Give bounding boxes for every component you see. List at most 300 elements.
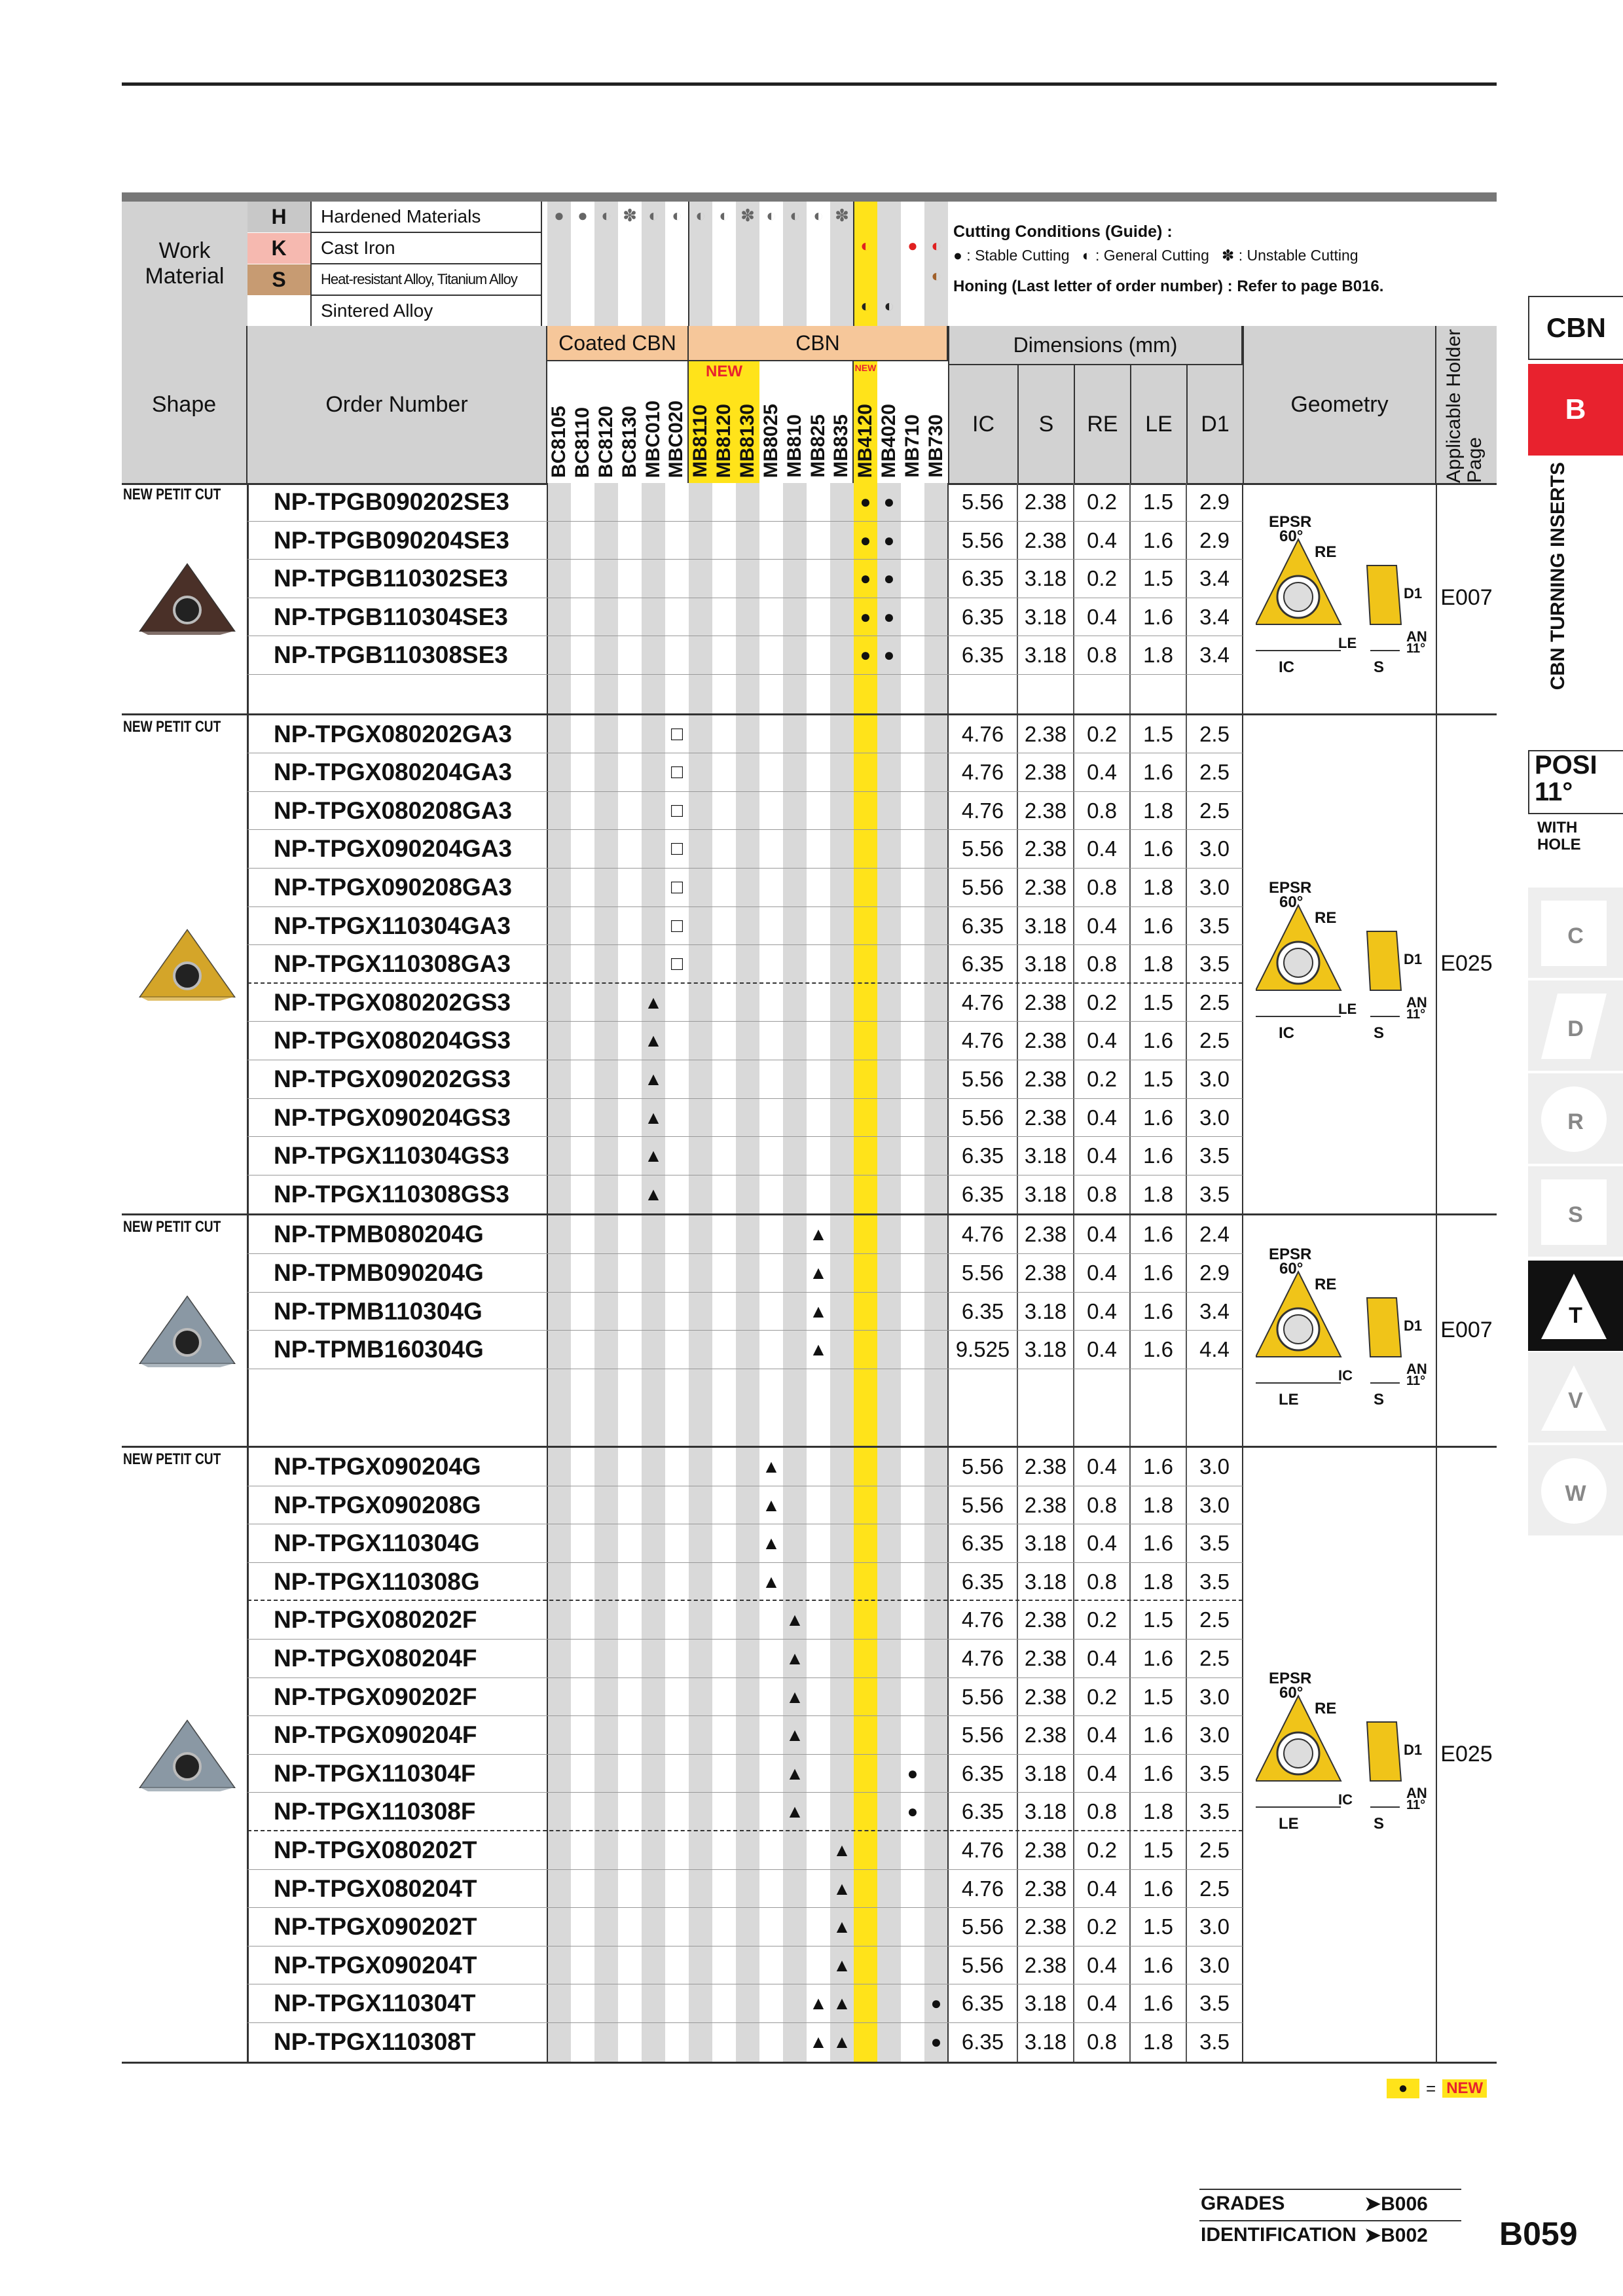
section [122,1448,1497,2064]
dim-value: 5.56 [961,528,1004,552]
dim-value: 0.8 [1087,874,1117,899]
suitability-mark: ◐ [860,296,871,315]
grade-header [594,361,618,483]
dim-value: 0.4 [1087,1454,1117,1479]
dim-value: 0.2 [1087,990,1117,1014]
dim-value: 6.35 [961,913,1004,938]
order-number[interactable]: NP-TPMB080204G [274,1221,484,1248]
dim-value: 2.4 [1199,1222,1230,1247]
footer-grades-link[interactable]: ➤B006 [1364,2193,1428,2215]
dim-value: 2.38 [1024,1952,1067,1977]
order-number[interactable]: NP-TPGX080202F [274,1606,477,1634]
holder-page-link[interactable]: E007 [1440,584,1493,610]
dim-value: 2.38 [1024,721,1067,746]
dim-value: 3.0 [1199,1684,1230,1709]
grade-mark: ▲ [786,1725,804,1746]
grade-mark: ▲ [833,1993,851,2014]
order-number[interactable]: NP-TPGX080202GA3 [274,720,513,747]
dim-value: 0.4 [1087,1028,1117,1053]
grade-mark: ● [883,568,895,589]
dim-value: 2.5 [1199,721,1230,746]
order-number[interactable]: NP-TPGX110304GA3 [274,912,511,939]
grade-mark: ▲ [762,1571,780,1592]
wm-name-sintered: Sintered Alloy [321,300,433,321]
dim-value: 0.4 [1087,1337,1117,1362]
dim-value: 2.38 [1024,1028,1067,1053]
dim-value: 0.8 [1087,1492,1117,1517]
dim-value: 3.18 [1024,2030,1067,2054]
dim-value: 3.5 [1199,952,1230,977]
footer-identification-label[interactable]: IDENTIFICATION [1201,2224,1357,2246]
geometry-label: IC [1279,1024,1294,1043]
wm-name-heat: Heat-resistant Alloy, Titanium Alloy [312,264,541,296]
legend-honing: Honing (Last letter of order number) : Refer to page B016. [953,278,1384,295]
order-number[interactable]: NP-TPGB090202SE3 [274,488,509,515]
dim-value: 0.2 [1087,1066,1117,1091]
dim-value: 0.4 [1087,1222,1117,1247]
dim-value: 0.4 [1087,1723,1117,1748]
footer-rule-2 [1199,2220,1461,2221]
order-number[interactable]: NP-TPGX110308G [274,1568,480,1595]
grade-mark: ▲ [644,1145,663,1166]
geometry-label: LE [1338,1001,1357,1018]
dim-value: 0.8 [1087,2030,1117,2054]
grade-name: MBC020 [665,400,687,478]
geometry-label: S [1374,1391,1385,1409]
footer-identification-link[interactable]: ➤B002 [1364,2225,1428,2246]
dim-value: 2.38 [1024,1260,1067,1285]
dim-value: 0.4 [1087,1761,1117,1785]
grade-mark: ▲ [833,1840,851,1860]
dim-value: 0.4 [1087,1531,1117,1556]
wm-code-s: S [247,264,310,295]
geometry-label: S [1374,658,1385,676]
dim-value: 6.35 [961,643,1004,668]
geometry-label: 11° [1406,1007,1426,1022]
legend-title: Cutting Conditions (Guide) : [953,223,1173,241]
order-number[interactable]: NP-TPGX110304G [274,1530,480,1557]
dim-value: 5.56 [961,1260,1004,1285]
geometry-label: RE [1315,909,1337,927]
dim-value: 1.5 [1143,1607,1173,1632]
dim-value: 2.38 [1024,1838,1067,1862]
dim-value: 3.0 [1199,1066,1230,1091]
dim-value: 1.6 [1143,1028,1173,1053]
order-number[interactable]: NP-TPGX090204GS3 [274,1103,511,1131]
order-number[interactable]: NP-TPMB160304G [274,1336,484,1363]
grade-mark: ▲ [644,1107,663,1128]
dim-value: 2.38 [1024,836,1067,861]
dim-value: 1.6 [1143,1876,1173,1901]
header-coated-cbn: Coated CBN [547,326,689,361]
grade-mark: ▲ [809,1993,828,2014]
grade-mark: ▲ [833,1954,851,1975]
insert-image [135,559,240,637]
dim-value: 4.76 [961,721,1004,746]
dim-value: 2.9 [1199,1260,1230,1285]
dim-value: 2.38 [1024,1646,1067,1670]
dim-value: 2.38 [1024,490,1067,514]
dim-value: 0.4 [1087,1876,1117,1901]
shape-label: NEW PETIT CUT [123,1218,221,1236]
dim-value: 1.5 [1143,566,1173,591]
dim-value: 2.5 [1199,1607,1230,1632]
suitability-mark: ◐ [884,296,894,315]
order-number[interactable]: NP-TPMB090204G [274,1259,484,1286]
order-number[interactable]: NP-TPGX110308T [274,2028,476,2055]
tab-shape-R[interactable] [1528,1073,1623,1164]
geometry-label: IC [1338,1367,1353,1384]
dim-value: 6.35 [961,1991,1004,2016]
insert-image [135,1715,240,1794]
order-number[interactable]: NP-TPGX080208GA3 [274,797,513,824]
grade-name: MB810 [784,414,805,478]
dim-value: 1.5 [1143,1684,1173,1709]
header-dimensions: Dimensions (mm) [948,326,1243,365]
dim-value: 2.38 [1024,1684,1067,1709]
dim-value: 5.56 [961,490,1004,514]
dim-value: 5.56 [961,1684,1004,1709]
dim-value: 0.4 [1087,604,1117,629]
geometry-label: LE [1279,1814,1299,1833]
dim-value: 1.5 [1143,1066,1173,1091]
order-number[interactable]: NP-TPGX090204T [274,1951,477,1979]
tab-b-label: B [1565,393,1586,425]
new-legend-text: NEW [1442,2079,1487,2098]
suitability-mark: ◐ [766,206,776,225]
order-number[interactable]: NP-TPGX110304GS3 [274,1142,509,1170]
dim-value: 1.5 [1143,1838,1173,1862]
dim-value: 3.5 [1199,913,1230,938]
footer-rule-1 [1199,2189,1461,2190]
table-header [122,326,1497,485]
tab-shape-V[interactable] [1528,1352,1623,1443]
dim-value: 2.9 [1199,490,1230,514]
dim-value: 3.18 [1024,1143,1067,1168]
grade-mark: ● [860,606,871,627]
dim-value: 3.5 [1199,1531,1230,1556]
legend-unstable: ✽ : Unstable Cutting [1222,247,1359,264]
geometry-label: IC [1338,1791,1353,1808]
dim-value: 0.4 [1087,836,1117,861]
header-dim-3: LE [1130,365,1186,483]
dim-value: 0.2 [1087,1684,1117,1709]
dim-value: 2.5 [1199,1876,1230,1901]
order-number[interactable]: NP-TPGX090208GA3 [274,873,513,901]
dim-value: 2.38 [1024,798,1067,823]
dim-value: 3.18 [1024,566,1067,591]
tab-cbn-label: CBN [1546,312,1606,343]
grade-separator [688,202,689,326]
grade-col-bg [901,202,924,326]
dim-value: 0.2 [1087,1607,1117,1632]
tab-with-hole-label: WITH HOLE [1537,819,1581,853]
suitability-mark: ● [554,206,564,225]
footer-grades-page: B006 [1381,2193,1428,2215]
order-number[interactable]: NP-TPGX110308GS3 [274,1180,509,1208]
geometry-label: D1 [1404,1741,1423,1758]
tab-with-hole[interactable] [1528,819,1623,872]
dim-value: 2.38 [1024,990,1067,1014]
legend-stable: ● : Stable Cutting [953,247,1070,264]
order-number[interactable]: NP-TPGB090204SE3 [274,526,509,554]
grade-mark: ▲ [786,1801,804,1822]
dim-value: 2.9 [1199,528,1230,552]
dim-value: 3.0 [1199,1454,1230,1479]
tab-shape-C[interactable] [1528,888,1623,978]
grade-header [759,361,783,483]
order-number[interactable]: NP-TPGX110304F [274,1759,476,1787]
dim-value: 2.5 [1199,798,1230,823]
dim-value: 1.8 [1143,1799,1173,1824]
grade-name: MB710 [902,414,923,478]
geometry-label: S [1374,1814,1385,1833]
dim-value: 9.525 [955,1337,1010,1362]
dim-value: 2.5 [1199,1028,1230,1053]
grade-mark: ▲ [644,1030,663,1051]
order-number[interactable]: NP-TPGX090204G [274,1453,481,1480]
legend-items [953,247,1497,264]
order-number[interactable]: NP-TPMB110304G [274,1297,483,1325]
header-order-number: Order Number [247,326,547,483]
dim-value: 6.35 [961,1299,1004,1323]
tab-b[interactable] [1528,364,1623,456]
shape-label: NEW PETIT CUT [123,486,221,503]
wm-code-h: H [247,202,310,233]
grade-mark: ● [907,1801,919,1822]
dim-value: 1.6 [1143,1143,1173,1168]
dim-value: 0.8 [1087,643,1117,668]
wm-code-k: K [247,233,310,264]
tab-posi[interactable] [1528,750,1623,814]
suitability-mark: ◐ [931,266,941,285]
order-number[interactable]: NP-TPGX110304T [274,1990,476,2017]
order-number[interactable]: NP-TPGX080204GS3 [274,1027,511,1054]
dim-value: 1.6 [1143,1105,1173,1130]
suitability-mark: ✽ [835,206,849,225]
geometry-label: AN [1406,628,1427,645]
dim-value: 6.35 [961,1181,1004,1206]
insert-image [135,925,240,1003]
grade-mark: ● [883,529,895,550]
order-number[interactable]: NP-TPGX090202T [274,1913,477,1941]
dim-value: 6.35 [961,1761,1004,1785]
geometry-label: EPSR [1269,1246,1312,1264]
order-number[interactable]: NP-TPGX090202GS3 [274,1065,511,1092]
dim-value: 4.76 [961,760,1004,785]
grade-mark: □ [670,953,684,975]
dim-value: 4.76 [961,1028,1004,1053]
header-shape: Shape [122,326,247,483]
grade-name: MB825 [807,414,829,478]
top-rule [122,82,1497,86]
dim-value: 3.18 [1024,913,1067,938]
dim-value: 1.5 [1143,490,1173,514]
dim-value: 3.0 [1199,1952,1230,1977]
suitability-mark: ◐ [719,206,729,225]
grade-mark: ● [907,1763,919,1784]
dim-value: 2.5 [1199,760,1230,785]
grade-mark: ▲ [762,1533,780,1554]
dim-value: 2.38 [1024,1876,1067,1901]
grade-header [571,361,594,483]
grade-mark: □ [670,799,684,821]
tab-shape-label: D [1567,1016,1584,1041]
order-number[interactable]: NP-TPGB110308SE3 [274,641,508,669]
dim-value: 6.35 [961,1569,1004,1594]
dim-value: 0.4 [1087,1299,1117,1323]
grade-name: BC8105 [548,405,570,478]
grade-header [665,361,689,483]
dim-value: 1.6 [1143,1991,1173,2016]
grade-header [877,361,901,483]
dim-value: 1.6 [1143,1761,1173,1785]
order-number[interactable]: NP-TPGX090204F [274,1721,477,1749]
holder-page-link[interactable]: E007 [1440,1318,1493,1343]
dim-value: 1.6 [1143,760,1173,785]
grade-col-bg [924,202,948,326]
dim-value: 4.4 [1199,1337,1230,1362]
geometry-label: EPSR [1269,879,1312,897]
tab-shape-T[interactable] [1528,1261,1623,1351]
grade-mark: ▲ [786,1686,804,1707]
tab-shape-label: C [1567,923,1584,948]
header-dim-0: IC [948,365,1017,483]
dim-value: 4.76 [961,1222,1004,1247]
order-number[interactable]: NP-TPGX080204GA3 [274,759,513,786]
holder-page-link[interactable]: E025 [1440,951,1493,977]
order-number[interactable]: NP-TPGX080204T [274,1874,477,1902]
grade-mark: ▲ [809,1300,828,1321]
wm-code-blank [247,295,310,326]
dim-value: 6.35 [961,604,1004,629]
grade-mark: ▲ [762,1494,780,1515]
geometry-label: 11° [1406,1797,1426,1812]
shape-label: NEW PETIT CUT [123,717,221,736]
order-number[interactable]: NP-TPGX110308F [274,1798,476,1825]
dim-value: 0.2 [1087,490,1117,514]
geometry-label: AN [1406,1784,1427,1801]
grade-mark: ▲ [833,1916,851,1937]
dim-value: 3.18 [1024,1569,1067,1594]
geometry-label: 11° [1406,1374,1426,1389]
grade-name: MB4020 [878,403,900,478]
order-number[interactable]: NP-TPGX090204GA3 [274,835,513,863]
grade-mark: ● [883,606,895,627]
grade-mark: ● [860,645,871,666]
geometry-label: RE [1315,1699,1337,1717]
dim-value: 1.8 [1143,643,1173,668]
dim-value: 6.35 [961,2030,1004,2054]
dim-value: 3.18 [1024,1299,1067,1323]
grade-mark: ▲ [833,1878,851,1899]
work-material-label: Work Material [122,202,249,326]
footer-identification-page: B002 [1381,2225,1428,2246]
grade-header [642,361,665,483]
geometry-label: AN [1406,1361,1427,1378]
dim-value: 4.76 [961,1838,1004,1862]
order-number[interactable]: NP-TPGX080202T [274,1837,477,1863]
geometry-label: D1 [1404,584,1423,601]
holder-page-link[interactable]: E025 [1440,1741,1493,1767]
wm-name-hardened: Hardened Materials [312,202,541,233]
dim-value: 1.6 [1143,1531,1173,1556]
grade-name: MB4120 [854,403,876,478]
order-number[interactable]: NP-TPGX110308GA3 [274,950,511,978]
grade-mark: ▲ [644,1183,663,1204]
dim-value: 2.38 [1024,1454,1067,1479]
grade-name: MB730 [925,414,947,478]
footer-grades-label[interactable]: GRADES [1201,2193,1285,2214]
dim-value: 3.5 [1199,1991,1230,2016]
dim-value: 2.38 [1024,1222,1067,1247]
dim-value: 3.0 [1199,874,1230,899]
dim-value: 0.8 [1087,952,1117,977]
geometry-label: EPSR [1269,1669,1312,1687]
tab-shape-D[interactable] [1528,980,1623,1071]
wm-name-castiron: Cast Iron [312,233,541,264]
dim-value: 2.38 [1024,1607,1067,1632]
geometry-label: LE [1279,1391,1299,1409]
dim-value: 1.6 [1143,1222,1173,1247]
new-badge: NEW [706,363,742,380]
order-number[interactable]: NP-TPGX090208G [274,1491,481,1518]
dim-value: 3.5 [1199,1761,1230,1785]
order-number[interactable]: NP-TPGX090202F [274,1683,477,1710]
dim-value: 3.18 [1024,1337,1067,1362]
suitability-mark: ● [907,236,918,255]
geometry-label: AN [1406,994,1427,1011]
tab-shape-label: S [1568,1202,1583,1227]
grade-header [783,361,807,483]
grade-mark: ● [883,492,895,512]
geometry-label: D1 [1404,1318,1423,1335]
dim-value: 3.5 [1199,1181,1230,1206]
header-cbn: CBN [689,326,948,361]
dim-value: 4.76 [961,1607,1004,1632]
dim-value: 3.18 [1024,1531,1067,1556]
suitability-mark: ✽ [740,206,755,225]
dim-value: 4.76 [961,1876,1004,1901]
dim-value: 5.56 [961,1105,1004,1130]
grade-name: BC8130 [619,405,640,478]
dim-value: 1.8 [1143,2030,1173,2054]
dim-value: 0.8 [1087,1569,1117,1594]
dim-value: 6.35 [961,566,1004,591]
dim-value: 2.38 [1024,1492,1067,1517]
order-number[interactable]: NP-TPGX080204F [274,1645,477,1672]
grade-mark: ● [883,645,895,666]
dim-value: 5.56 [961,874,1004,899]
grade-name: BC8110 [572,406,593,478]
new-badge: NEW [854,363,877,373]
dim-value: 1.8 [1143,1181,1173,1206]
order-number[interactable]: NP-TPGX080202GS3 [274,988,511,1016]
order-number[interactable]: NP-TPGB110302SE3 [274,565,508,592]
grade-header [924,361,948,483]
grade-mark: ● [860,568,871,589]
tab-cbn[interactable] [1528,296,1623,360]
geometry-label: EPSR [1269,512,1312,531]
geometry-label: LE [1338,634,1357,651]
grade-header [854,361,877,483]
tab-shape-W[interactable] [1528,1445,1623,1535]
order-number[interactable]: NP-TPGB110304SE3 [274,603,508,630]
dim-value: 3.18 [1024,1761,1067,1785]
tab-shape-S[interactable] [1528,1166,1623,1257]
section [122,715,1497,1216]
insert-image [135,1291,240,1370]
